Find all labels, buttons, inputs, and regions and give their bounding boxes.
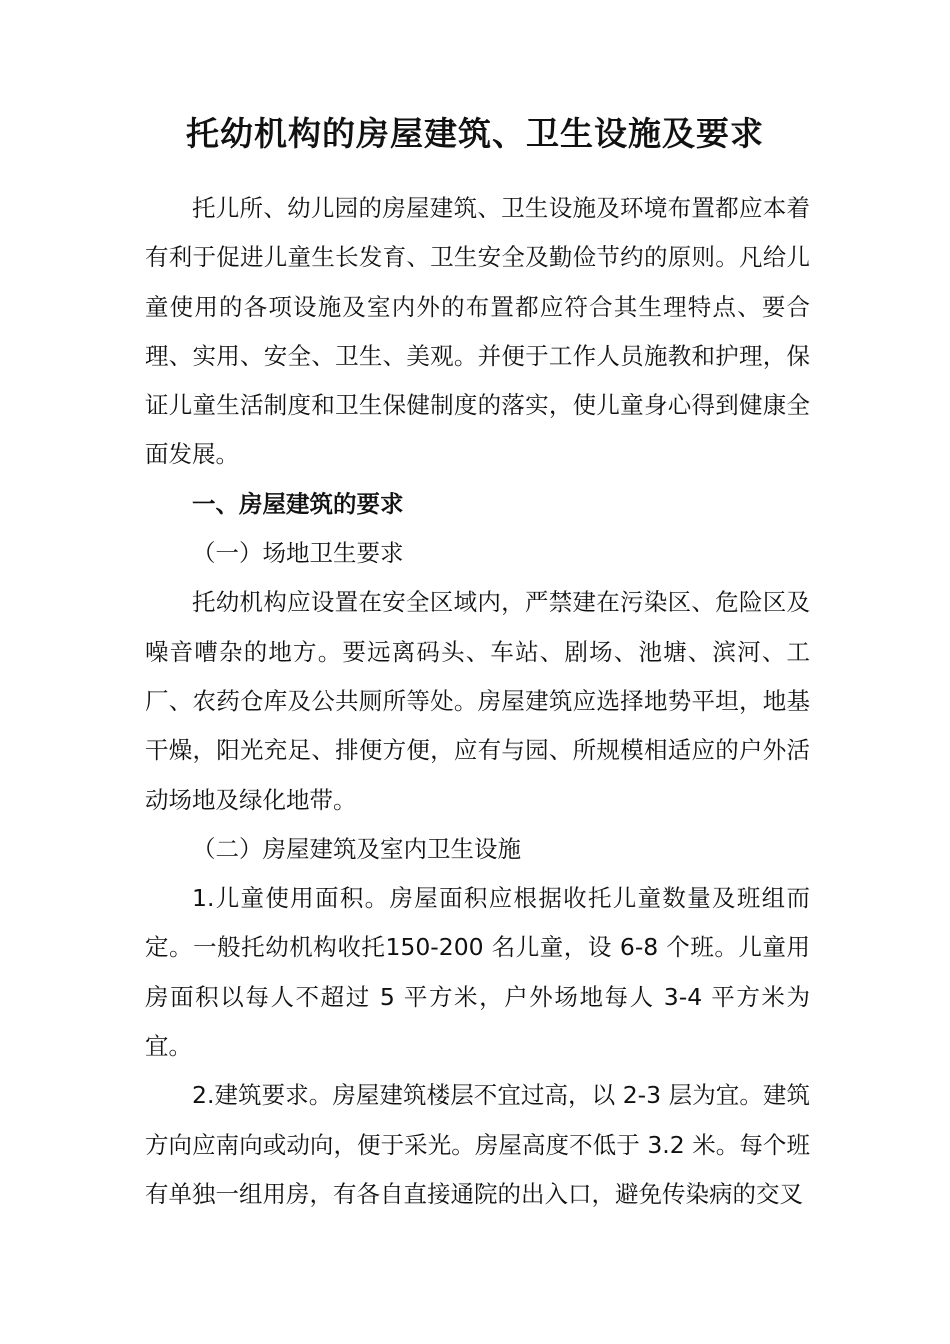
construction-requirements-paragraph: 2.建筑要求。房屋建筑楼层不宜过高，以 2-3 层为宜。建筑方向应南向或动向，便于采光。房屋高度不低于 3.2 米。每个班有单独一组用房，有各自直接通院的出入口，避免传染病的交叉: [145, 1081, 810, 1208]
section-heading-building-requirements: 一、房屋建筑的要求: [192, 489, 404, 518]
site-hygiene-paragraph: 托幼机构应设置在安全区域内，严禁建在污染区、危险区及噪音嘈杂的地方。要远离码头、车站、剧场、池塘、滨河、工厂、农药仓库及公共厕所等处。房屋建筑应选择地势平坦，地基干燥，阳光充足、排便方便，应有与园、所规模相适应的户外活动场地及绿化地带。: [145, 588, 810, 814]
document-title: 托幼机构的房屋建筑、卫生设施及要求: [186, 114, 764, 153]
usage-area-paragraph: 1.儿童使用面积。房屋面积应根据收托儿童数量及班组而定。一般托幼机构收托150-200 名儿童，设 6-8 个班。儿童用房面积以每人不超过 5 平方米，户外场地每人 3-4 平方米为宜。: [145, 884, 810, 1061]
subsection-heading-building-facilities: （二）房屋建筑及室内卫生设施: [192, 834, 521, 863]
document-body: [145, 184, 810, 1219]
subsection-heading-site-hygiene: （一）场地卫生要求: [192, 539, 404, 568]
intro-paragraph: 托儿所、幼儿园的房屋建筑、卫生设施及环境布置都应本着有利于促进儿童生长发育、卫生安全及勤俭节约的原则。凡给儿童使用的各项设施及室内外的布置都应符合其生理特点、要合理、实用、安全、卫生、美观。并便于工作人员施教和护理，保证儿童生活制度和卫生保健制度的落实，使儿童身心得到健康全面发展。: [145, 194, 810, 469]
